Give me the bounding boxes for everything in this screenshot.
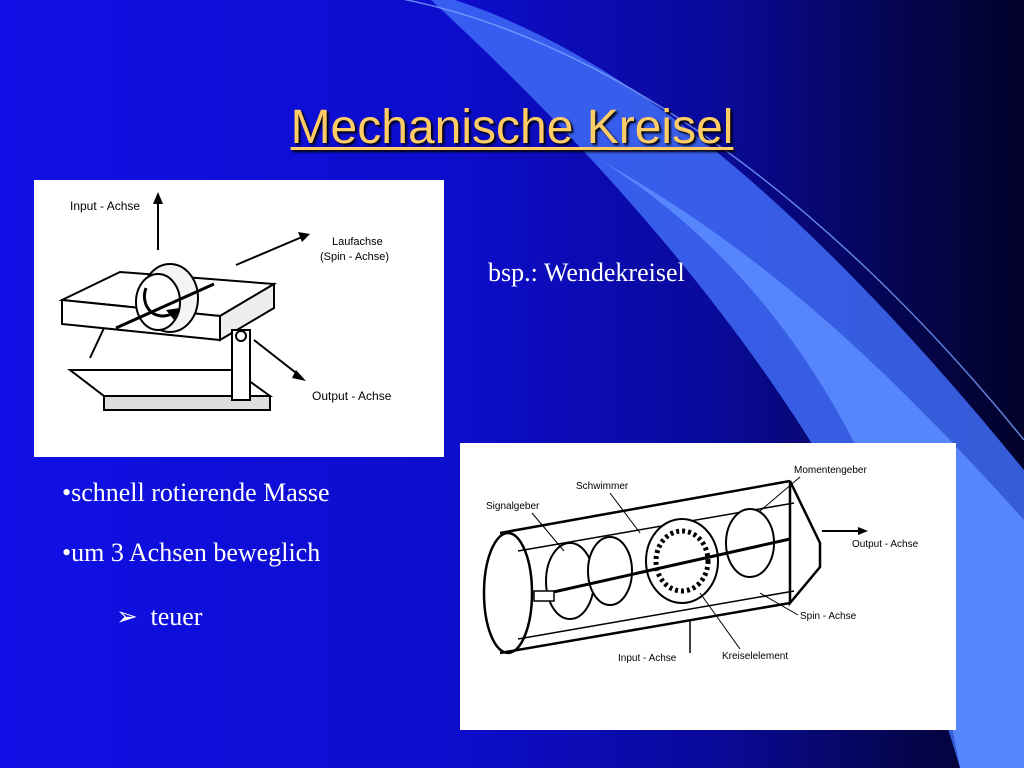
signalgeber-label: Signalgeber bbox=[486, 501, 540, 512]
bullet-item: •schnell rotierende Masse bbox=[62, 478, 330, 507]
gyro-spin-label-2: (Spin - Achse) bbox=[320, 251, 390, 263]
gyro-input-label: Input - Achse bbox=[70, 199, 141, 213]
gyro-output-label: Output - Achse bbox=[312, 389, 392, 403]
wk-input-label: Input - Achse bbox=[618, 653, 677, 664]
gyro-diagram-panel bbox=[34, 180, 444, 457]
wk-output-label: Output - Achse bbox=[852, 539, 919, 550]
gyro-spin-label-1: Laufachse bbox=[332, 236, 383, 248]
sub-bullet-text: teuer bbox=[150, 602, 203, 631]
gyro-diagram bbox=[34, 180, 444, 457]
slide-title: Mechanische Kreisel bbox=[290, 101, 734, 154]
wk-spin-label: Spin - Achse bbox=[800, 611, 857, 622]
wendekreisel-diagram bbox=[460, 443, 956, 730]
wendekreisel-diagram-panel bbox=[460, 443, 956, 730]
schwimmer-label: Schwimmer bbox=[576, 481, 629, 492]
sub-bullet bbox=[116, 602, 202, 632]
kreiselelement-label: Kreiselelement bbox=[722, 651, 789, 662]
arrow-bullet-icon: ➢ bbox=[116, 602, 138, 631]
example-label: bsp.: Wendekreisel bbox=[488, 258, 685, 287]
bullet-list bbox=[62, 478, 330, 598]
bullet-item: •um 3 Achsen beweglich bbox=[62, 538, 321, 567]
momentengeber-label: Momentengeber bbox=[794, 465, 867, 476]
